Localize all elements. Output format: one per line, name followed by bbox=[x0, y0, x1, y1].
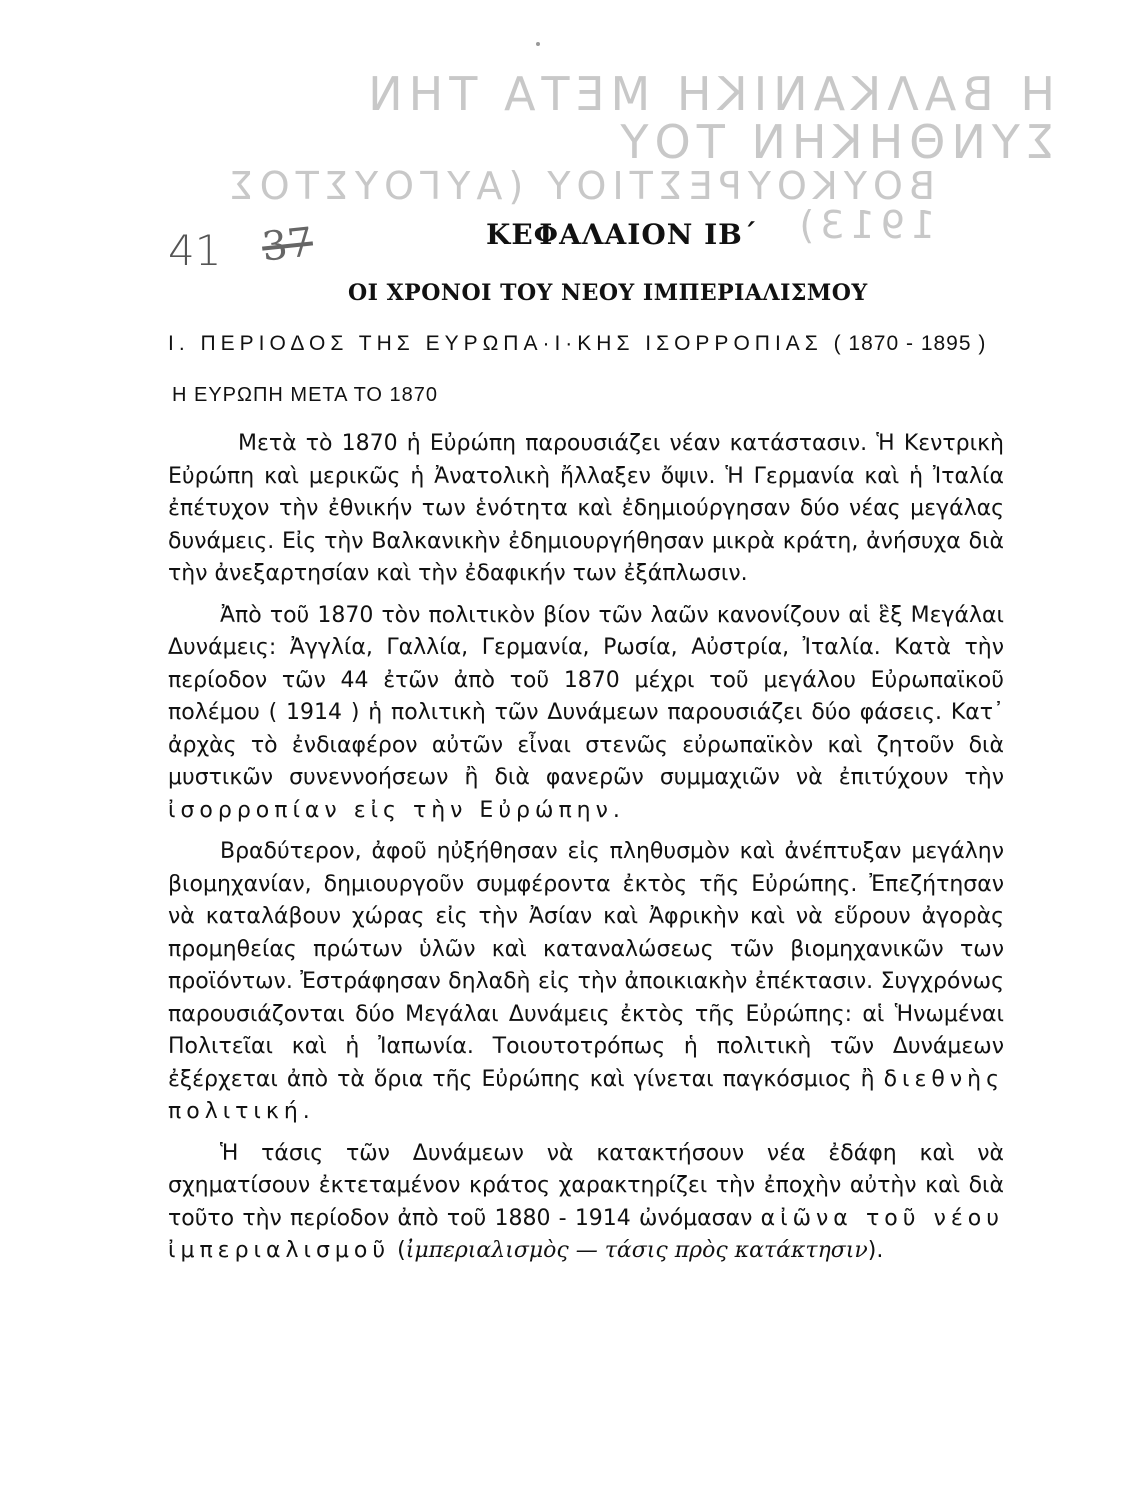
paragraph-4-close-paren: ). bbox=[867, 1238, 884, 1263]
paragraph-4-open-paren: ( bbox=[397, 1238, 406, 1263]
section-label: Ι. ΠΕΡΙΟΔΟΣ ΤΗΣ ΕΥΡΩΠΑ·Ι·ΚΗΣ ΙΣΟΡΡΟΠΙΑΣ bbox=[168, 332, 823, 355]
paragraph-3-text: Βραδύτερον, ἀφοῦ ηὐξήθησαν εἰς πληθυσμὸν καὶ ἀνέπτυξαν μεγάλην βιομηχανίαν, δημιουργοῦν συμφέροντα ἐκτὸς τῆς Εὐρώπης. Ἐπεζήτησαν νὰ καταλάβουν χώρας εἰς τὴν Ἀσίαν καὶ Ἀφρικὴν καὶ νὰ εὕρουν ἀγορὰς προμηθείας πρώτων ὑλῶν καὶ καταναλώσεως τῶν βιομηχανικῶν των προϊόντων. Ἐστράφησαν δηλαδὴ εἰς τὴν ἀποικιακὴν ἐπέκτασιν. Συγχρόνως παρουσιάζονται δύο Μεγάλαι Δυνάμεις ἐκτὸς τῆς Εὐρώπης: αἱ Ἡνωμέναι Πολιτεῖαι καὶ ἡ Ἰαπωνία. Τοιουτοτρόπως ἡ πολιτικὴ τῶν Δυνάμεων ἐξέρχεται ἀπὸ τὰ ὅρια τῆς Εὐρώπης καὶ γίνεται παγκόσμιος ἢ bbox=[168, 839, 1004, 1092]
paragraph-1: Μετὰ τὸ 1870 ἡ Εὐρώπη παρουσιάζει νέαν κατάστασιν. Ἡ Κεντρικὴ Εὐρώπη καὶ μερικῶς ἡ Ἀνατολικὴ ἤλλαξεν ὄψιν. Ἡ Γερμανία καὶ ἡ Ἰταλία ἐπέτυχον τὴν ἐθνικήν των ἑνότητα καὶ ἐδημιούργησαν δύο νέας μεγάλας δυνάμεις. Εἰς τὴν Βαλκανικὴν ἐδημιουργήθησαν μικρὰ κράτη, ἀνήσυχα διὰ τὴν ἀνεξαρτησίαν καὶ τὴν ἐδαφικήν των ἐξάπλωσιν. bbox=[168, 431, 1004, 586]
paragraph-4-italic-definition: ἰμπεριαλισμὸς — τάσις πρὸς κατάκτησιν bbox=[405, 1238, 868, 1263]
bleed-through-line-1: Η ΒΑΛΚΑΝΙΚΗ ΜΕΤΑ ΤΗΝ ΣΥΝΘΗΚΗΝ ΤΟΥ bbox=[362, 67, 1055, 170]
section-heading bbox=[168, 332, 986, 356]
paragraph-4-text: Ἡ τάσις τῶν Δυνάμεων νὰ κατακτήσουν νέα ἐδάφη καὶ νὰ σχηματίσουν ἐκτεταμένον κράτος χαρακτηρίζει τὴν ἐποχὴν αὐτὴν καὶ διὰ τοῦτο τὴν περίοδον ἀπὸ τοῦ 1880 - 1914 ὠνόμασαν bbox=[168, 1140, 1004, 1231]
body-text bbox=[168, 428, 1004, 1277]
chapter-title: ΚΕΦΑΛΑΙΟΝ ΙΒ΄ bbox=[486, 218, 758, 251]
paragraph-4 bbox=[168, 1138, 1004, 1268]
chapter-subtitle: ΟΙ ΧΡΟΝΟΙ ΤΟΥ ΝΕΟΥ ΙΜΠΕΡΙΑΛΙΣΜΟΥ bbox=[348, 280, 868, 306]
handwritten-page-number: 41 bbox=[168, 226, 222, 275]
paragraph-2-text: Ἀπὸ τοῦ 1870 τὸν πολιτικὸν βίον τῶν λαῶν κανονίζουν αἱ ἓξ Μεγάλαι Δυνάμεις: Ἀγγλία, Γαλλία, Γερμανία, Ρωσία, Αὐστρία, Ἰταλία. Κατὰ τὴν περίοδον τῶν 44 ἐτῶν ἀπὸ τοῦ 1870 μέχρι τοῦ μεγάλου Εὐρωπαϊκοῦ πολέμου ( 1914 ) ἡ πολιτικὴ τῶν Δυνάμεων παρουσιάζει δύο φάσεις. Κατ᾽ ἀρχὰς τὸ ἐνδιαφέρον αὐτῶν εἶναι στενῶς εὐρωπαϊκὸν καὶ ζητοῦν διὰ μυστικῶν συνεννοήσεων ἢ διὰ φανερῶν συμμαχιῶν νὰ ἐπιτύχουν τὴν bbox=[168, 602, 1004, 790]
subsection-heading: Η ΕΥΡΩΠΗ ΜΕΤΑ ΤΟ 1870 bbox=[172, 384, 439, 406]
paragraph-2-spaced-text: ἰσορροπίαν εἰς τὴν Εὐρώπην. bbox=[168, 797, 625, 823]
section-years: ( 1870 - 1895 ) bbox=[833, 332, 987, 355]
paragraph-3 bbox=[168, 836, 1004, 1129]
scan-speck bbox=[536, 42, 540, 46]
paragraph-4-spaced-text: αἰῶνα τοῦ νέου ἰμπεριαλισμοῦ bbox=[168, 1205, 1004, 1263]
paragraph-2 bbox=[168, 600, 1004, 828]
bleed-through-line-2: ΒΟΥΚΟΥΡΕΣΤΙΟΥ (ΑΥΓΟΥΣΤΟΣ 1913) bbox=[223, 163, 935, 248]
paragraph-3-spaced-text: διεθνὴς πολιτική. bbox=[168, 1066, 1004, 1124]
struck-page-number: 37 bbox=[259, 219, 316, 271]
